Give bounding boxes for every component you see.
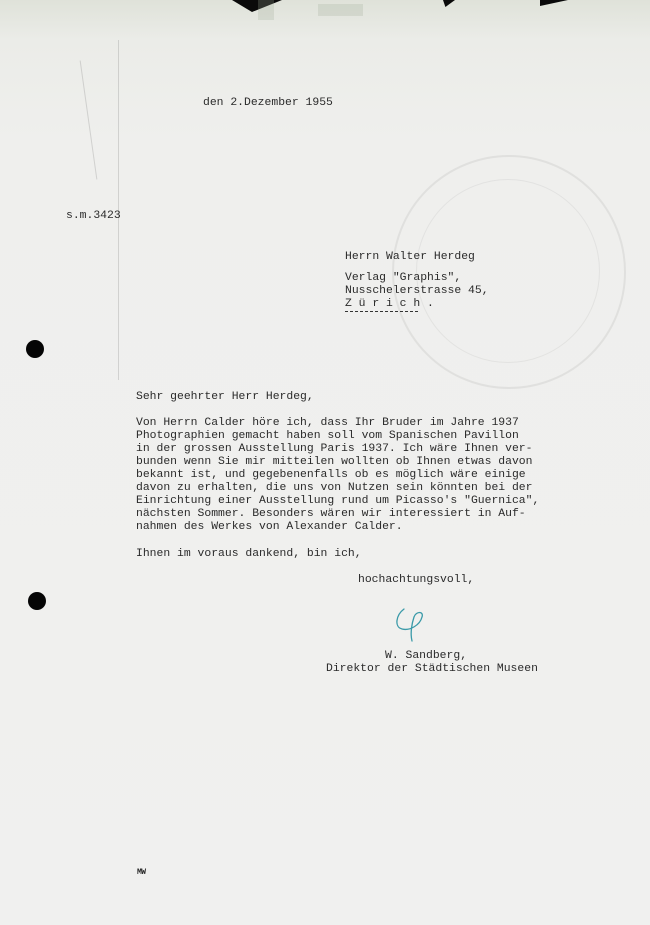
body-line: nächsten Sommer. Besonders wären wir interessiert in Auf- <box>136 508 526 520</box>
body-line: nahmen des Werkes von Alexander Calder. <box>136 521 403 533</box>
body-line: bunden wenn Sie mir mitteilen wollten ob Ihnen etwas davon <box>136 456 533 468</box>
torn-edge <box>540 0 568 6</box>
body-line: Photographien gemacht haben soll vom Spanischen Pavillon <box>136 430 519 442</box>
torn-edge <box>443 0 455 7</box>
tape-mark <box>258 0 274 20</box>
punch-hole <box>26 340 44 358</box>
salutation: Sehr geehrter Herr Herdeg, <box>136 391 314 403</box>
punch-hole <box>28 592 46 610</box>
closing-line: Ihnen im voraus dankend, bin ich, <box>136 548 362 560</box>
body-line: davon zu erhalten, die uns von Nutzen sein könnten bei der <box>136 482 533 494</box>
recipient-name: Herrn Walter Herdeg <box>345 251 475 263</box>
recipient-company: Verlag "Graphis", <box>345 272 462 284</box>
reference-number: s.m.3423 <box>66 210 121 222</box>
recipient-city: Z ü r i c h . <box>345 298 434 310</box>
date-line: den 2.Dezember 1955 <box>203 97 333 109</box>
signatory-title: Direktor der Städtischen Museen <box>326 663 538 675</box>
typist-initials: MW <box>137 868 146 877</box>
fold-line <box>80 61 98 180</box>
body-line: in der grossen Ausstellung Paris 1937. Ich wäre Ihnen ver- <box>136 443 533 455</box>
body-line: bekannt ist, und gegebenenfalls ob es möglich wäre einige <box>136 469 526 481</box>
city-underline <box>345 311 418 312</box>
tape-mark <box>318 4 363 16</box>
valediction: hochachtungsvoll, <box>358 574 475 586</box>
signatory-name: W. Sandberg, <box>385 650 468 662</box>
body-line: Von Herrn Calder höre ich, dass Ihr Bruder im Jahre 1937 <box>136 417 519 429</box>
recipient-street: Nusschelerstrasse 45, <box>345 285 489 297</box>
body-line: Einrichtung einer Ausstellung rund um Picasso's "Guernica", <box>136 495 540 507</box>
torn-edge <box>232 0 282 12</box>
handwritten-signature-icon <box>392 605 432 645</box>
